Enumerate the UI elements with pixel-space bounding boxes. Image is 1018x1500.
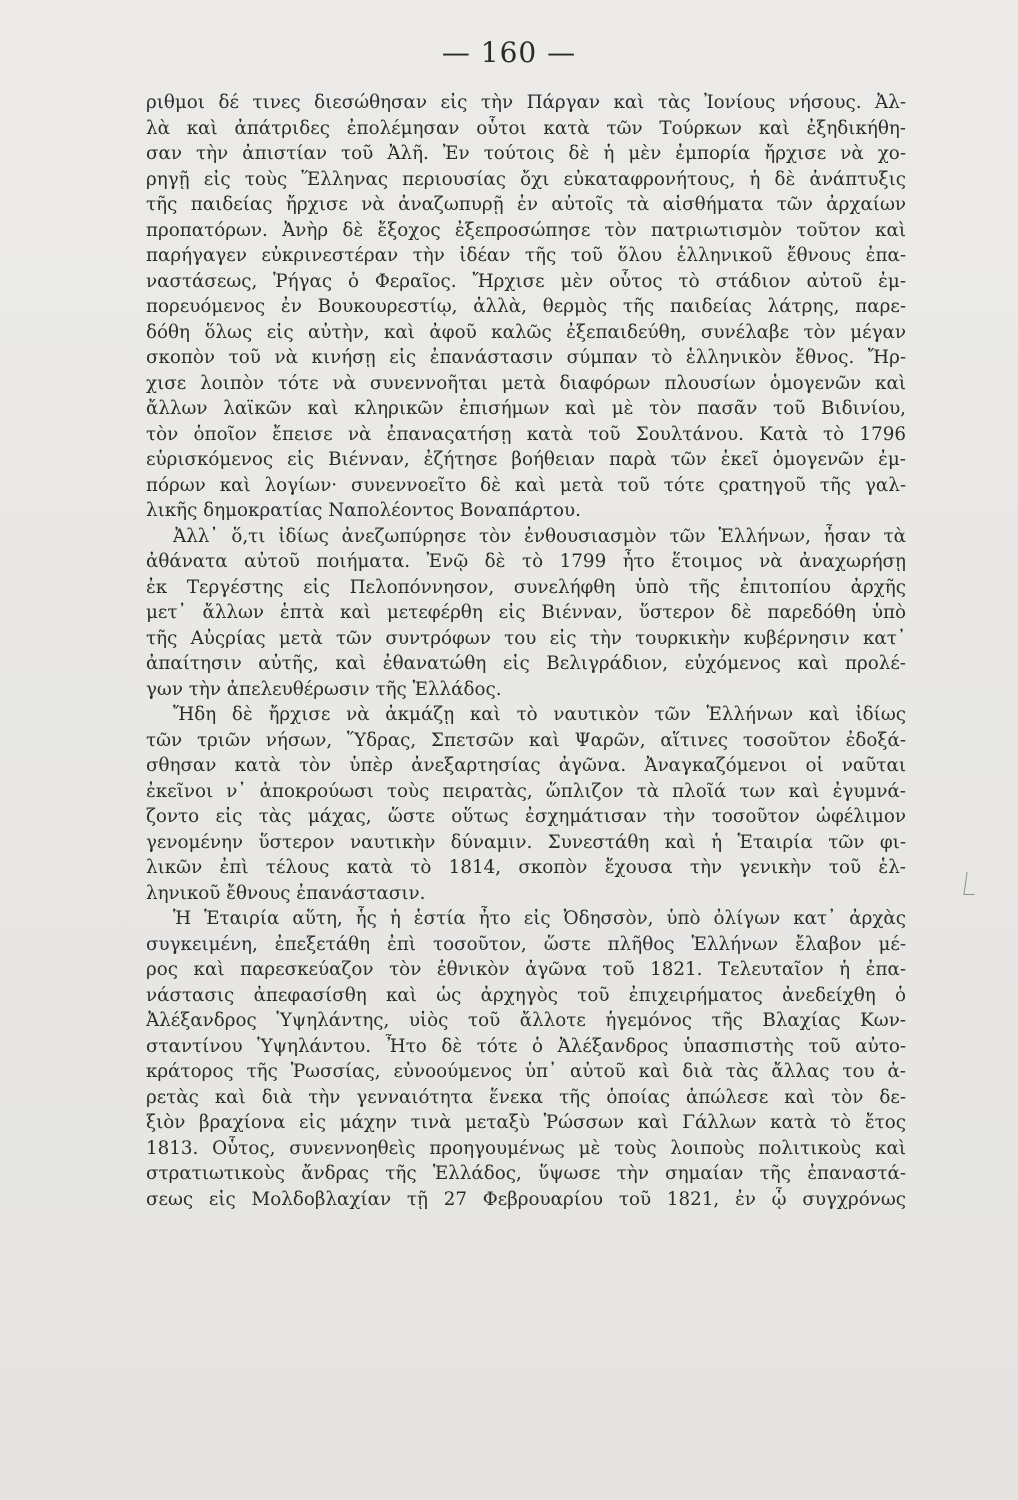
- text-line: τὸν ὁποῖον ἔπεισε νὰ ἐπαναςατήσῃ κατὰ τοῦ Σουλτάνου. Κατὰ τὸ 1796: [146, 423, 906, 445]
- text-line: τῆς παιδείας ἤρχισε νὰ ἀναζωπυρῇ ἐν αὐτοῖς τὰ αἰσθήματα τῶν ἀρχαίων: [146, 194, 906, 215]
- text-line: ἀπαίτησιν αὐτῆς, καὶ ἐθανατώθη εἰς Βελιγράδιον, εὐχόμενος καὶ προλέ-: [146, 653, 906, 674]
- text-line: ξιὸν βραχίονα εἰς μάχην τινὰ μεταξὺ Ῥώσσων καὶ Γάλλων κατὰ τὸ ἔτος: [146, 1112, 906, 1133]
- paragraph-end-line: ληνικοῦ ἔθνους ἐπανάστασιν.: [146, 882, 426, 904]
- text-line: μετ᾽ ἄλλων ἑπτὰ καὶ μετεφέρθη εἰς Βιένναν, ὕστερον δὲ παρεδόθη ὑπὸ: [146, 602, 906, 623]
- text-line: ζοντο εἰς τὰς μάχας, ὥστε οὕτως ἐσχημάτισαν τὴν τοσοῦτον ὠφέλιμον: [146, 806, 906, 827]
- text-line: λικῶν ἐπὶ τέλους κατὰ τὸ 1814, σκοπὸν ἔχουσα τὴν γενικὴν τοῦ ἑλ-: [146, 857, 906, 878]
- text-line: γενομένην ὕστερον ναυτικὴν δύναμιν. Συνεστάθη καὶ ἡ Ἑταιρία τῶν φι-: [146, 831, 906, 853]
- text-line: συγκειμένη, ἐπεξετάθη ἐπὶ τοσοῦτον, ὥστε πλῆθος Ἑλλήνων ἔλαβον μέ-: [146, 933, 906, 955]
- text-line: εὑρισκόμενος εἰς Βιένναν, ἐζήτησε βοήθειαν παρὰ τῶν ἐκεῖ ὁμογενῶν ἐμ-: [146, 449, 906, 470]
- margin-pencil-mark: [963, 872, 977, 895]
- text-line: ρηγῇ εἰς τοὺς Ἕλληνας περιουσίας ὄχι εὐκαταφρονήτους, ἡ δὲ ἀνάπτυξις: [146, 168, 906, 190]
- text-line: τῶν τριῶν νήσων, Ὕδρας, Σπετσῶν καὶ Ψαρῶν, αἵτινες τοσοῦτον ἐδοξά-: [146, 729, 906, 751]
- paragraph-start-line: Ἀλλ᾽ ὅ,τι ἰδίως ἀνεζωπύρησε τὸν ἐνθουσιασμὸν τῶν Ἑλλήνων, ἦσαν τὰ: [173, 525, 906, 547]
- text-line: ἐκεῖνοι ν᾽ ἀποκρούωσι τοὺς πειρατὰς, ὥπλιζον τὰ πλοῖά των καὶ ἐγυμνά-: [146, 780, 906, 802]
- page-number: — 160 —: [441, 36, 577, 69]
- paragraph-start-line: Ἡ Ἑταιρία αὕτη, ἧς ἡ ἑστία ἦτο εἰς Ὀδησσὸν, ὑπὸ ὀλίγων κατ᾽ ἀρχὰς: [173, 908, 906, 929]
- text-line: παρήγαγεν εὐκρινεστέραν τὴν ἰδέαν τῆς τοῦ ὅλου ἑλληνικοῦ ἔθνους ἐπα-: [146, 245, 906, 266]
- paragraph-end-line: γων τὴν ἀπελευθέρωσιν τῆς Ἑλλάδος.: [146, 678, 502, 700]
- paragraph-end-line: λικῆς δημοκρατίας Ναπολέοντος Βοναπάρτου.: [146, 500, 581, 521]
- body-text: [146, 90, 906, 1212]
- text-line: χισε λοιπὸν τότε νὰ συνεννοῆται μετὰ διαφόρων πλουσίων ὁμογενῶν καὶ: [146, 372, 906, 394]
- text-line: πορευόμενος ἐν Βουκουρεστίῳ, ἀλλὰ, θερμὸς τῆς παιδείας λάτρης, παρε-: [146, 296, 906, 317]
- text-line: ἄλλων λαϊκῶν καὶ κληρικῶν ἐπισήμων καὶ μὲ τὸν πασᾶν τοῦ Βιδινίου,: [146, 398, 906, 419]
- text-line: 1813. Οὗτος, συνεννοηθεὶς προηγουμένως μὲ τοὺς λοιποὺς πολιτικοὺς καὶ: [146, 1137, 906, 1159]
- text-line: ἀθάνατα αὐτοῦ ποιήματα. Ἐνῷ δὲ τὸ 1799 ἦτο ἕτοιμος νὰ ἀναχωρήσῃ: [146, 551, 906, 572]
- text-line: λὰ καὶ ἀπάτριδες ἐπολέμησαν οὗτοι κατὰ τῶν Τούρκων καὶ ἐξηδικήθη-: [146, 117, 906, 139]
- text-line: σαν τὴν ἀπιστίαν τοῦ Ἀλῆ. Ἐν τούτοις δὲ ἡ μὲν ἐμπορία ἤρχισε νὰ χο-: [146, 143, 906, 164]
- text-line: Ἀλέξανδρος Ὑψηλάντης, υἱὸς τοῦ ἄλλοτε ἡγεμόνος τῆς Βλαχίας Κων-: [146, 1010, 906, 1031]
- text-line: στρατιωτικοὺς ἄνδρας τῆς Ἑλλάδος, ὕψωσε τὴν σημαίαν τῆς ἐπαναστά-: [146, 1163, 906, 1184]
- text-line: τῆς Αὐςρίας μετὰ τῶν συντρόφων του εἰς τὴν τουρκικὴν κυβέρνησιν κατ᾽: [146, 627, 906, 649]
- text-line: σεως εἰς Μολδοβλαχίαν τῇ 27 Φεβρουαρίου τοῦ 1821, ἐν ᾧ συγχρόνως: [146, 1188, 906, 1210]
- text-line: σταντίνου Ὑψηλάντου. Ἦτο δὲ τότε ὁ Ἀλέξανδρος ὑπασπιστὴς τοῦ αὐτο-: [146, 1035, 906, 1057]
- paragraph-start-line: Ἤδη δὲ ἤρχισε νὰ ἀκμάζῃ καὶ τὸ ναυτικὸν τῶν Ἑλλήνων καὶ ἰδίως: [173, 704, 906, 725]
- text-line: σθησαν κατὰ τὸν ὑπὲρ ἀνεξαρτησίας ἀγῶνα. Ἀναγκαζόμενοι οἱ ναῦται: [146, 755, 906, 776]
- text-line: προπατόρων. Ἀνὴρ δὲ ἔξοχος ἐξεπροσώπησε τὸν πατριωτισμὸν τοῦτον καὶ: [146, 219, 906, 241]
- text-line: δόθη ὅλως εἰς αὐτὴν, καὶ ἀφοῦ καλῶς ἐξεπαιδεύθη, συνέλαβε τὸν μέγαν: [146, 321, 906, 343]
- text-line: ρος καὶ παρεσκεύαζον τὸν ἐθνικὸν ἀγῶνα τοῦ 1821. Τελευταῖον ἡ ἐπα-: [146, 959, 906, 980]
- text-line: νάστασις ἀπεφασίσθη καὶ ὡς ἀρχηγὸς τοῦ ἐπιχειρήματος ἀνεδείχθη ὁ: [146, 984, 906, 1006]
- text-line: ἐκ Τεργέστης εἰς Πελοπόννησον, συνελήφθη ὑπὸ τῆς ἐπιτοπίου ἀρχῆς: [146, 576, 906, 598]
- text-line: σκοπὸν τοῦ νὰ κινήσῃ εἰς ἐπανάστασιν σύμπαν τὸ ἑλληνικὸν ἔθνος. Ἤρ-: [146, 347, 906, 368]
- text-line: πόρων καὶ λογίων· συνεννοεῖτο δὲ καὶ μετὰ τοῦ τότε ςρατηγοῦ τῆς γαλ-: [146, 474, 906, 496]
- text-line: ρετὰς καὶ διὰ τὴν γενναιότητα ἕνεκα τῆς ὁποίας ἀπώλεσε καὶ τὸν δε-: [146, 1086, 906, 1108]
- text-line: κράτορος τῆς Ῥωσσίας, εὐνοούμενος ὑπ᾽ αὐτοῦ καὶ διὰ τὰς ἄλλας του ἀ-: [146, 1061, 906, 1082]
- text-line: ναστάσεως, Ῥήγας ὁ Φεραῖος. Ἤρχισε μὲν οὗτος τὸ στάδιον αὐτοῦ ἐμ-: [146, 270, 906, 292]
- text-line: ριθμοι δέ τινες διεσώθησαν εἰς τὴν Πάργαν καὶ τὰς Ἰονίους νήσους. Ἀλ-: [146, 92, 906, 113]
